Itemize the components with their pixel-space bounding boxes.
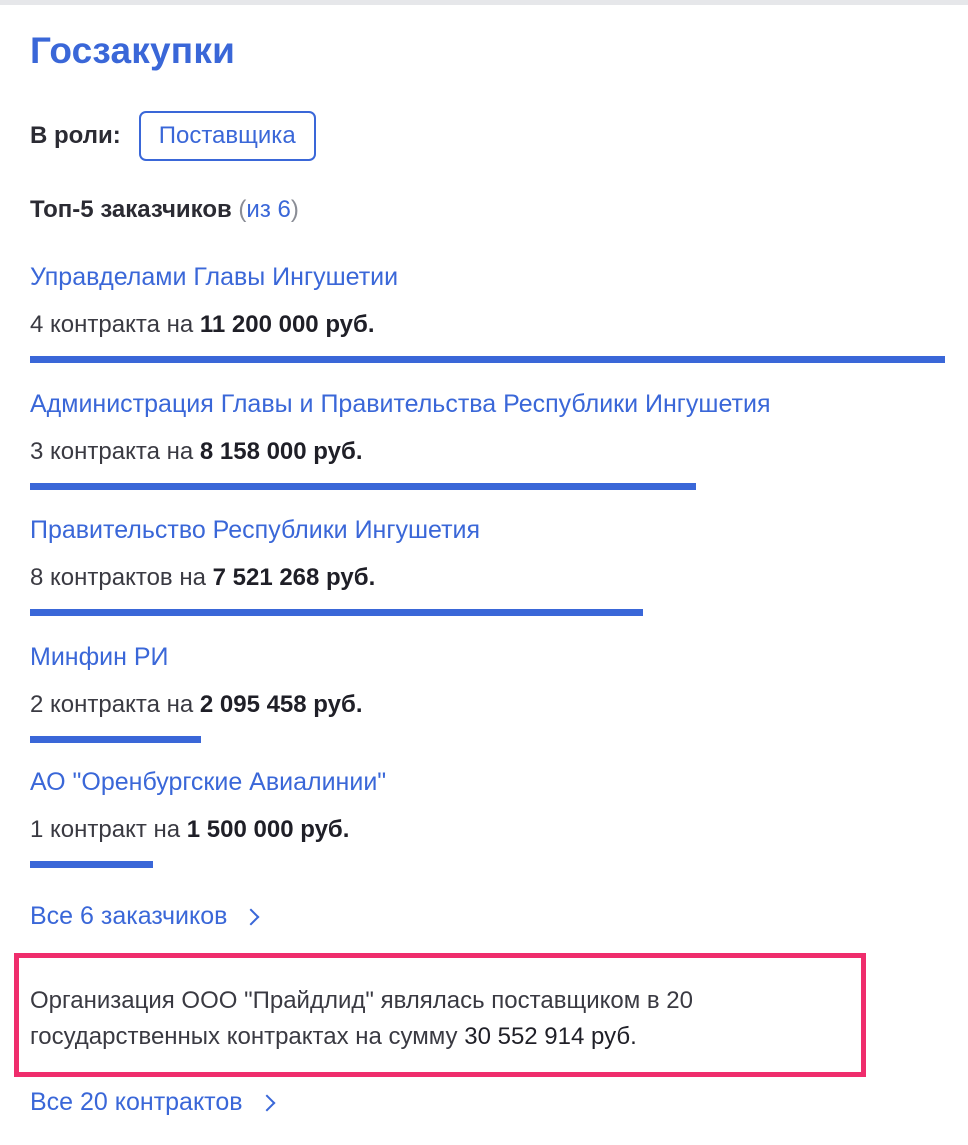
customer-contracts-amount: 7 521 268 руб.	[212, 564, 376, 591]
customer-contracts-amount: 2 095 458 руб.	[199, 691, 363, 718]
page-title: Госзакупки	[30, 30, 236, 71]
customer-contracts-summary	[30, 815, 950, 845]
all-contracts-link-label: Все 20 контрактов	[30, 1088, 243, 1116]
customer-share-bar	[30, 609, 643, 616]
customer-name-link[interactable]: АО "Оренбургские Авиалинии"	[30, 768, 387, 796]
chevron-right-icon	[243, 908, 260, 925]
supplier-summary	[30, 983, 850, 1055]
customer-share-bar	[30, 861, 153, 868]
customer-contracts-count: 2 контракта на	[30, 691, 194, 718]
customer-share-bar	[30, 736, 201, 743]
all-customers-link[interactable]	[30, 902, 257, 931]
customer-contracts-amount: 11 200 000 руб.	[199, 311, 375, 338]
supplier-summary-amount: 30 552 914 руб.	[464, 1023, 637, 1050]
role-row	[30, 112, 316, 160]
paren-close: )	[290, 196, 299, 223]
customer-contracts-amount: 1 500 000 руб.	[186, 816, 350, 843]
customer-item	[30, 515, 950, 616]
customer-item	[30, 262, 950, 363]
customer-contracts-summary	[30, 437, 950, 467]
customers-count-link[interactable]: из 6	[246, 196, 291, 223]
customer-name-link[interactable]: Управделами Главы Ингушетии	[30, 263, 399, 291]
customer-share-bar	[30, 356, 945, 363]
customer-contracts-count: 4 контракта на	[30, 311, 194, 338]
paren-open: (	[238, 196, 247, 223]
customer-contracts-count: 1 контракт на	[30, 816, 181, 843]
role-selector-button[interactable]: Поставщика	[139, 111, 316, 161]
customer-contracts-summary	[30, 563, 950, 593]
chevron-right-icon	[258, 1094, 275, 1111]
customer-name-link[interactable]: Администрация Главы и Правительства Республики Ингушетия	[30, 390, 771, 418]
customer-contracts-count: 3 контракта на	[30, 438, 194, 465]
top-customers-heading	[30, 196, 299, 224]
customer-item	[30, 642, 950, 743]
customer-contracts-amount: 8 158 000 руб.	[199, 438, 363, 465]
customer-contracts-summary	[30, 690, 950, 720]
customer-contracts-summary	[30, 310, 950, 340]
customer-name-link[interactable]: Правительство Республики Ингушетия	[30, 516, 481, 544]
customer-contracts-count: 8 контрактов на	[30, 564, 206, 591]
all-contracts-link[interactable]	[30, 1088, 273, 1117]
customer-name-link[interactable]: Минфин РИ	[30, 643, 169, 671]
customer-share-bar	[30, 483, 696, 490]
role-label: В роли:	[30, 122, 121, 149]
top-customers-heading-text: Топ-5 заказчиков	[30, 196, 232, 223]
all-customers-link-label: Все 6 заказчиков	[30, 902, 228, 930]
customer-item	[30, 767, 950, 868]
customer-item	[30, 389, 950, 490]
supplier-summary-text: Организация ООО "Прайдлид" являлась поставщиком в 20 государственных контрактах на сумму	[30, 987, 693, 1050]
